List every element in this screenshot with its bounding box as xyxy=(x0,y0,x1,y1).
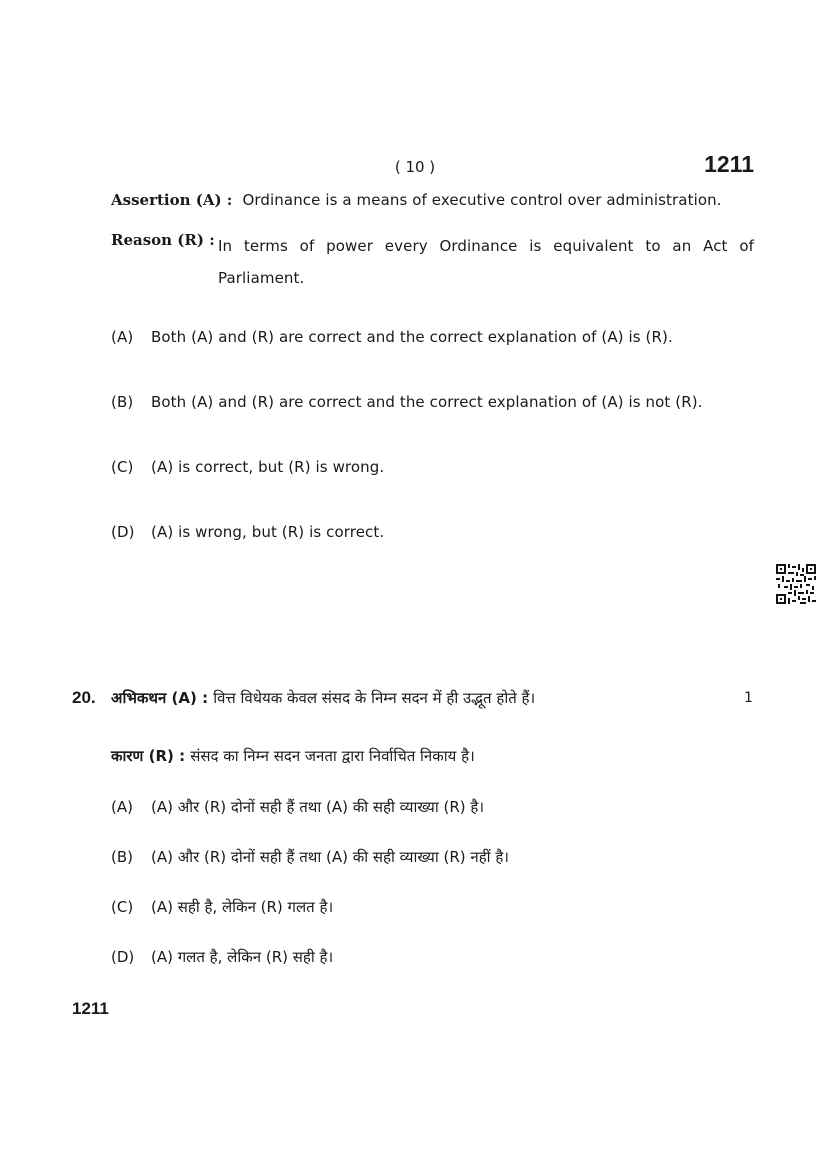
option-text: Both (A) and (R) are correct and the correct explanation of (A) is not (R). xyxy=(151,393,703,411)
hindi-assertion xyxy=(111,688,535,708)
hindi-assertion-label: अभिकथन (A) : xyxy=(111,689,209,707)
english-assertion xyxy=(111,190,722,209)
hindi-reason-label: कारण (R) : xyxy=(111,747,186,765)
qr-code-icon xyxy=(776,564,816,604)
option-text: (A) और (R) दोनों सही हैं तथा (A) की सही व्याख्या (R) नहीं है। xyxy=(151,848,509,866)
option-letter: (D) xyxy=(111,523,135,541)
hindi-assertion-text: वित्त विधेयक केवल संसद के निम्न सदन में ही उद्भूत होते हैं। xyxy=(213,689,536,707)
question-number: 20. xyxy=(72,688,96,707)
english-option-c xyxy=(111,458,384,476)
assertion-label: Assertion (A) : xyxy=(111,191,233,209)
paper-code-footer: 1211 xyxy=(72,999,109,1018)
option-text: (A) और (R) दोनों सही हैं तथा (A) की सही व्याख्या (R) है। xyxy=(151,798,485,816)
english-option-a xyxy=(111,328,673,346)
english-option-d xyxy=(111,523,384,541)
option-letter: (B) xyxy=(111,393,134,411)
english-option-b xyxy=(111,393,703,411)
option-letter: (C) xyxy=(111,898,134,916)
option-text: (A) is correct, but (R) is wrong. xyxy=(151,458,385,476)
hindi-option-c xyxy=(111,897,333,917)
page-number: ( 10 ) xyxy=(394,158,436,176)
option-letter: (C) xyxy=(111,458,134,476)
hindi-option-a xyxy=(111,797,484,817)
option-text: (A) is wrong, but (R) is correct. xyxy=(151,523,385,541)
hindi-option-d xyxy=(111,947,333,967)
option-letter: (B) xyxy=(111,848,133,866)
reason-text: In terms of power every Ordinance is equivalent to an Act of Parliament. xyxy=(218,237,754,287)
assertion-text: Ordinance is a means of executive control over administration. xyxy=(242,191,722,209)
reason-label: Reason (R) : xyxy=(111,231,215,249)
option-text: (A) सही है, लेकिन (R) गलत है। xyxy=(151,898,334,916)
option-text: Both (A) and (R) are correct and the correct explanation of (A) is (R). xyxy=(151,328,673,346)
hindi-reason-text: संसद का निम्न सदन जनता द्वारा निर्वाचित निकाय है। xyxy=(190,747,475,765)
option-letter: (D) xyxy=(111,948,135,966)
hindi-option-b xyxy=(111,847,509,867)
option-letter: (A) xyxy=(111,798,133,816)
paper-code-header: 1211 xyxy=(704,151,754,177)
marks: 1 xyxy=(744,690,753,706)
hindi-reason xyxy=(111,746,475,766)
option-letter: (A) xyxy=(111,328,134,346)
option-text: (A) गलत है, लेकिन (R) सही है। xyxy=(151,948,334,966)
